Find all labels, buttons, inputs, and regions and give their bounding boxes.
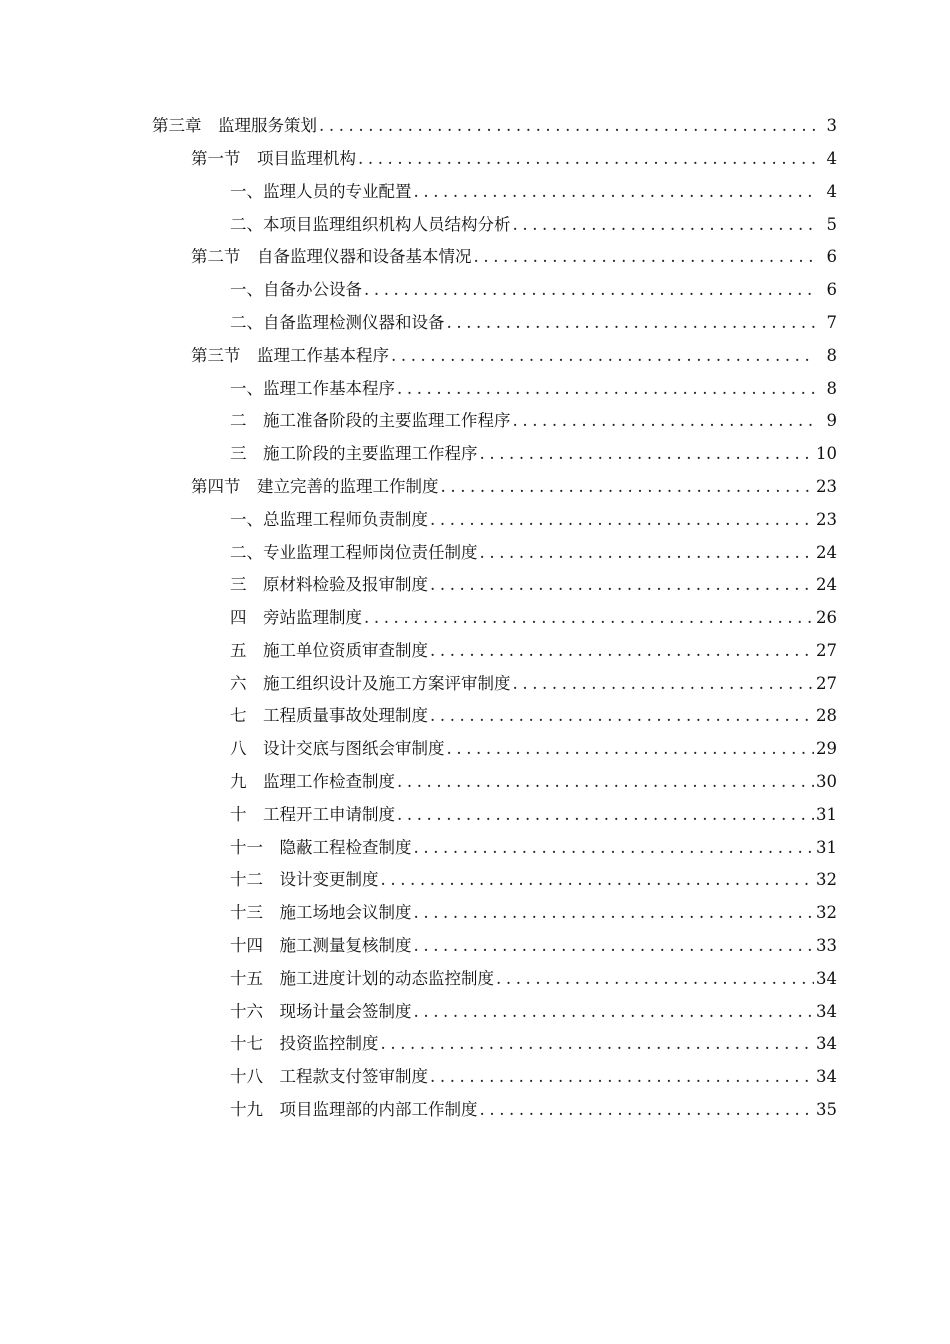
toc-entry-title: 二、专业监理工程师岗位责任制度	[230, 542, 478, 562]
toc-entry-title: 十四 施工测量复核制度	[230, 936, 412, 956]
toc-page-number: 24	[816, 542, 837, 562]
toc-dot-leader	[414, 840, 815, 857]
toc-entry-title: 十八 工程款支付签审制度	[230, 1067, 428, 1087]
toc-entry-title: 二 施工准备阶段的主要监理工作程序	[230, 411, 511, 431]
toc-page-number: 28	[816, 706, 837, 726]
toc-entry-title: 十六 现场计量会签制度	[230, 1001, 412, 1021]
toc-entry-title: 第三章 监理服务策划	[152, 116, 317, 136]
toc-entry[interactable]	[0, 536, 950, 569]
toc-dot-leader	[430, 577, 814, 594]
toc-page-number: 4	[826, 181, 837, 201]
toc-entry[interactable]	[0, 832, 950, 865]
toc-entry-title: 十五 施工进度计划的动态监控制度	[230, 968, 494, 988]
toc-page-number: 31	[816, 837, 837, 857]
toc-dot-leader	[480, 446, 815, 463]
toc-entry-title: 第三节 监理工作基本程序	[191, 345, 389, 365]
toc-entry[interactable]	[0, 1094, 950, 1127]
toc-page-number: 8	[826, 378, 837, 398]
toc-page-number: 26	[816, 608, 837, 628]
toc-dot-leader	[496, 971, 814, 988]
toc-page-number: 27	[816, 640, 837, 660]
toc-entry[interactable]	[0, 766, 950, 799]
toc-dot-leader	[391, 348, 815, 365]
toc-dot-leader	[414, 184, 816, 201]
toc-entry-title: 十一 隐蔽工程检查制度	[230, 837, 412, 857]
toc-entry[interactable]	[0, 504, 950, 537]
toc-dot-leader	[447, 315, 816, 332]
toc-page-number: 27	[816, 673, 837, 693]
toc-entry[interactable]	[0, 405, 950, 438]
toc-entry[interactable]	[0, 110, 950, 143]
toc-dot-leader	[381, 872, 815, 889]
toc-entry-title: 十 工程开工申请制度	[230, 804, 395, 824]
toc-page-number: 31	[816, 804, 837, 824]
toc-entry-title: 七 工程质量事故处理制度	[230, 706, 428, 726]
toc-entry[interactable]	[0, 996, 950, 1029]
toc-dot-leader	[513, 676, 815, 693]
toc-dot-leader	[513, 217, 816, 234]
toc-dot-leader	[441, 479, 815, 496]
toc-dot-leader	[358, 151, 815, 168]
toc-entry-title: 九 监理工作检查制度	[230, 772, 395, 792]
toc-entry[interactable]	[0, 1028, 950, 1061]
toc-page-number: 34	[816, 1001, 837, 1021]
toc-page-number: 4	[826, 148, 837, 168]
toc-entry[interactable]	[0, 602, 950, 635]
toc-dot-leader	[430, 1069, 814, 1086]
toc-entry[interactable]	[0, 208, 950, 241]
toc-dot-leader	[381, 1036, 815, 1053]
toc-entry-title: 十二 设计变更制度	[230, 870, 379, 890]
toc-entry[interactable]	[0, 307, 950, 340]
toc-dot-leader	[513, 413, 816, 430]
toc-page-number: 32	[816, 870, 837, 890]
toc-entry-title: 三 原材料检验及报审制度	[230, 575, 428, 595]
toc-entry-title: 一、监理人员的专业配置	[230, 181, 412, 201]
toc-entry-title: 二、本项目监理组织机构人员结构分析	[230, 214, 511, 234]
toc-entry-title: 三 施工阶段的主要监理工作程序	[230, 444, 478, 464]
toc-entry-title: 四 旁站监理制度	[230, 608, 362, 628]
toc-entry-title: 第四节 建立完善的监理工作制度	[191, 476, 439, 496]
toc-dot-leader	[364, 282, 815, 299]
toc-page-number: 6	[826, 247, 837, 267]
toc-page-number: 10	[816, 444, 837, 464]
toc-dot-leader	[430, 643, 814, 660]
toc-dot-leader	[447, 741, 815, 758]
toc-page-number: 29	[816, 739, 837, 759]
toc-entry[interactable]	[0, 733, 950, 766]
toc-entry[interactable]	[0, 241, 950, 274]
toc-page-number: 7	[826, 312, 837, 332]
toc-dot-leader	[414, 938, 815, 955]
toc-entry[interactable]	[0, 635, 950, 668]
toc-entry[interactable]	[0, 143, 950, 176]
toc-entry[interactable]	[0, 700, 950, 733]
toc-page-number: 6	[826, 280, 837, 300]
toc-page-number: 3	[826, 116, 837, 136]
toc-entry-title: 一、监理工作基本程序	[230, 378, 395, 398]
toc-entry-title: 八 设计交底与图纸会审制度	[230, 739, 445, 759]
toc-entry[interactable]	[0, 274, 950, 307]
toc-dot-leader	[319, 118, 815, 135]
toc-page-number: 24	[816, 575, 837, 595]
toc-entry-title: 五 施工单位资质审查制度	[230, 640, 428, 660]
toc-page-number: 35	[816, 1100, 837, 1120]
toc-page-number: 34	[816, 1067, 837, 1087]
toc-entry-title: 一、总监理工程师负责制度	[230, 509, 428, 529]
toc-entry-title: 十三 施工场地会议制度	[230, 903, 412, 923]
toc-dot-leader	[474, 249, 816, 266]
toc-entry-title: 十九 项目监理部的内部工作制度	[230, 1100, 478, 1120]
toc-dot-leader	[397, 774, 814, 791]
toc-page-number: 23	[816, 476, 837, 496]
toc-entry[interactable]	[0, 864, 950, 897]
toc-page-number: 30	[816, 772, 837, 792]
toc-dot-leader	[397, 807, 814, 824]
toc-entry[interactable]	[0, 799, 950, 832]
toc-entry[interactable]	[0, 438, 950, 471]
toc-dot-leader	[430, 708, 814, 725]
toc-page-number: 9	[826, 411, 837, 431]
toc-entry[interactable]	[0, 471, 950, 504]
toc-page-number: 8	[826, 345, 837, 365]
toc-page-number: 5	[826, 214, 837, 234]
toc-dot-leader	[414, 1004, 815, 1021]
toc-page-number: 32	[816, 903, 837, 923]
toc-dot-leader	[414, 905, 815, 922]
toc-entry[interactable]	[0, 1061, 950, 1094]
toc-entry-title: 六 施工组织设计及施工方案评审制度	[230, 673, 511, 693]
toc-page-number: 33	[816, 936, 837, 956]
toc-dot-leader	[364, 610, 814, 627]
table-of-contents	[0, 110, 950, 1127]
toc-page-number: 34	[816, 968, 837, 988]
toc-entry[interactable]	[0, 569, 950, 602]
toc-entry[interactable]	[0, 668, 950, 701]
toc-dot-leader	[397, 381, 815, 398]
toc-entry[interactable]	[0, 372, 950, 405]
toc-entry-title: 第一节 项目监理机构	[191, 148, 356, 168]
toc-entry-title: 二、自备监理检测仪器和设备	[230, 312, 445, 332]
toc-dot-leader	[480, 1102, 815, 1119]
toc-entry-title: 第二节 自备监理仪器和设备基本情况	[191, 247, 472, 267]
toc-entry[interactable]	[0, 963, 950, 996]
toc-entry[interactable]	[0, 930, 950, 963]
toc-entry[interactable]	[0, 897, 950, 930]
toc-entry-title: 十七 投资监控制度	[230, 1034, 379, 1054]
toc-dot-leader	[430, 512, 814, 529]
toc-dot-leader	[480, 545, 815, 562]
toc-page-number: 23	[816, 509, 837, 529]
toc-page-number: 34	[816, 1034, 837, 1054]
toc-entry-title: 一、自备办公设备	[230, 280, 362, 300]
toc-entry[interactable]	[0, 176, 950, 209]
toc-entry[interactable]	[0, 340, 950, 373]
